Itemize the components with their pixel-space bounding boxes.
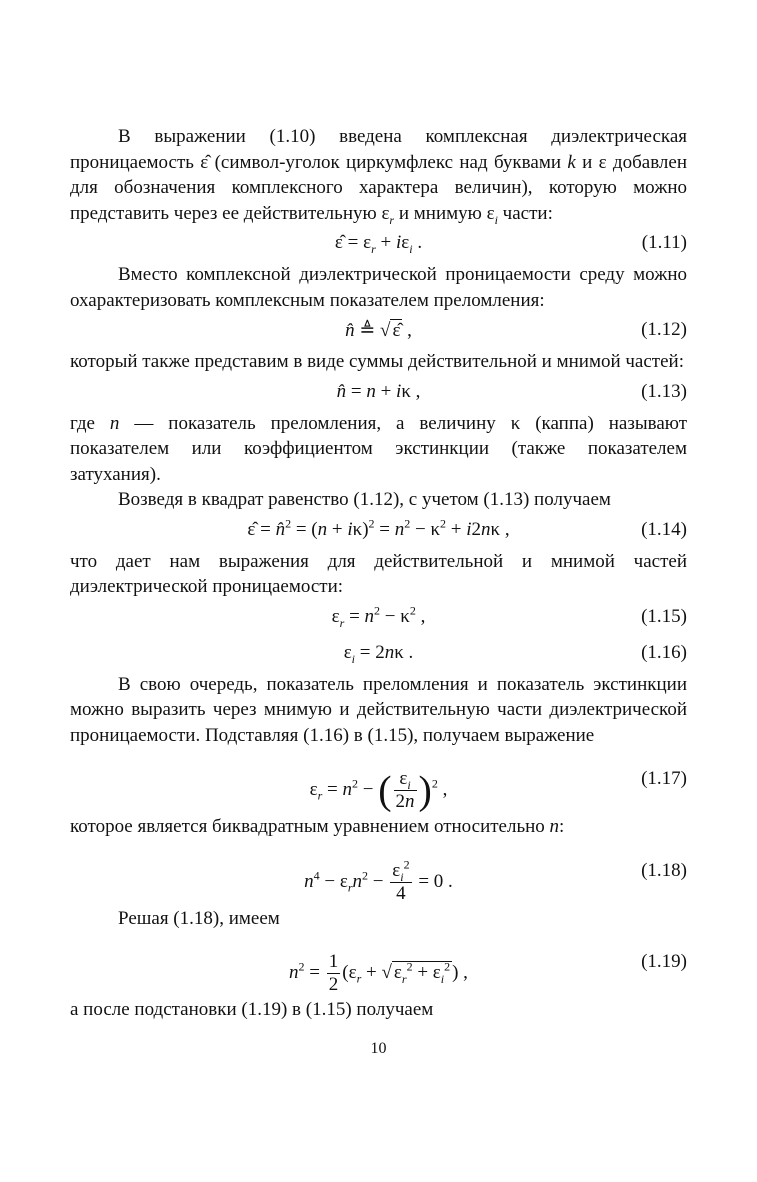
equation-1-16: $\varepsilon_i = 2n\kappa$ . (1.16) bbox=[343, 641, 687, 666]
equation-1-18: $n^4 - \varepsilon_rn^2$ − $\frac{\varepsilon_i^2}{4}$ = 0 . (1.18) bbox=[304, 857, 687, 904]
equation-1-19: $n^2$ = $\frac{1}{2}$ ($\varepsilon_r$ + √ $\varepsilon_r^2 + \varepsilon_i^2$ ) , (1.19) bbox=[289, 951, 687, 995]
paragraph-9: Решая (1.18), имеем bbox=[118, 907, 280, 929]
document-page bbox=[70, 124, 687, 1023]
paragraph-1: В выражении (1.10) введена комплексная диэлектрическая проницаемость ε̂ (символ-уголок циркумфлекс над буквами k и ε добавлен для обозначения комплексного характера величин), которую можно представить через ее действительную $\varepsilon_r$ и мнимую $\varepsilon_i$ части: bbox=[70, 126, 687, 227]
paragraph-5: Возведя в квадрат равенство (1.12), с учетом (1.13) получаем bbox=[118, 489, 611, 510]
equation-number: (1.16) bbox=[641, 641, 687, 663]
equation-1-17: $\varepsilon_r = n^2$ − ( $\frac{\varepsilon_i}{2n}$ )$^2$ , (1.17) bbox=[309, 767, 687, 813]
equation-1-14: ε̂ = n̂$^2$ = $(n + i\kappa)^2 = n^2 - \kappa^2 + i2n\kappa$ , (1.14) bbox=[247, 516, 687, 540]
equation-1-13: n̂ = n + iκ , (1.13) bbox=[336, 380, 687, 402]
page-number: 10 bbox=[370, 1040, 387, 1057]
equation-number: (1.15) bbox=[641, 605, 687, 627]
equation-number: (1.19) bbox=[641, 951, 687, 972]
paragraph-4: где n — показатель преломления, а величину κ (каппа) называют показателем или коэффициентом экстинкции (также показателем затухания). bbox=[70, 412, 687, 485]
equation-number: (1.14) bbox=[641, 518, 687, 540]
paragraph-6: что дает нам выражения для действительной и мнимой частей диэлектрической проницаемости: bbox=[70, 550, 687, 597]
equation-1-11: ε̂ = $\varepsilon_r + i\varepsilon_i$ . (1.11) bbox=[334, 232, 687, 256]
equation-number: (1.18) bbox=[641, 859, 687, 881]
equation-number: (1.12) bbox=[641, 319, 687, 340]
paragraph-8: которое является биквадратным уравнением относительно n: bbox=[70, 816, 565, 837]
equation-number: (1.17) bbox=[641, 768, 687, 789]
paragraph-10: а после подстановки (1.19) в (1.15) получаем bbox=[70, 999, 434, 1020]
equation-number: (1.13) bbox=[641, 380, 687, 402]
equation-1-15: $\varepsilon_r = n^2 - \kappa^2$ , (1.15) bbox=[331, 603, 687, 630]
paragraph-7: В свою очередь, показатель преломления и показатель экстинкции можно выразить через мнимую и действительную части диэлектрической проницаемости. Подставляя (1.16) в (1.15), получаем выражение bbox=[70, 673, 687, 746]
equation-number: (1.11) bbox=[641, 232, 687, 253]
equation-1-12: n̂ ≜ √ ε̂ , (1.12) bbox=[345, 319, 687, 341]
paragraph-3: который также представим в виде суммы действительной и мнимой частей: bbox=[70, 351, 684, 372]
paragraph-2: Вместо комплексной диэлектрической проницаемости среду можно охарактеризовать комплексным показателем преломления: bbox=[70, 264, 687, 311]
